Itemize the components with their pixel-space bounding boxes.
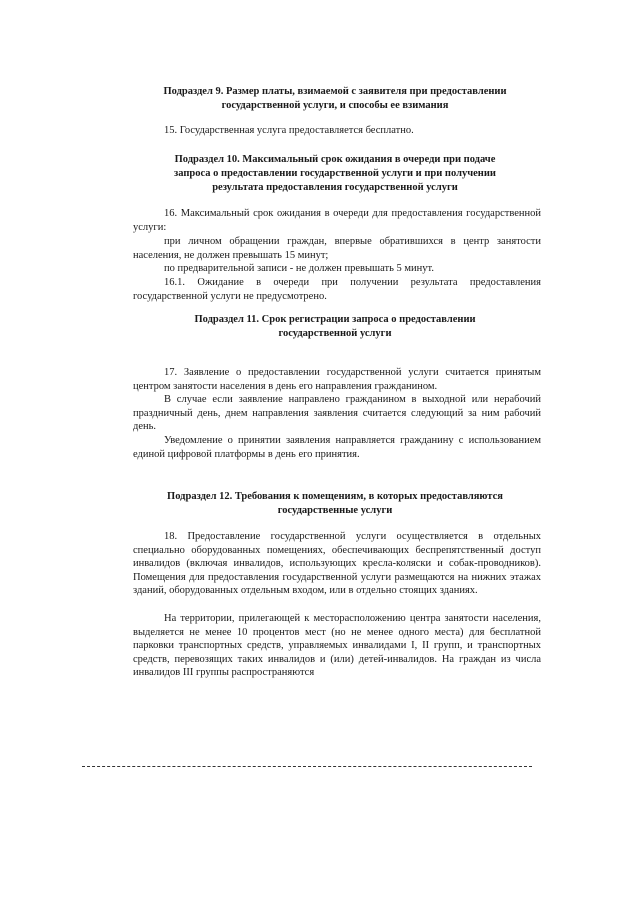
paragraph-18-b: На территории, прилегающей к месторасположению центра занятости населения, выделяется не менее 10 процентов мест (но не менее одного места) для бесплатной парковки транспортных средств, управляемых инвалидами I, II групп, и транспортных средств, перевозящих таких инвалидов и (или) детей-инвалидов. На граждан из числа инвалидов III группы распространяются [133, 613, 541, 679]
subsection-10-heading [125, 153, 545, 195]
heading-line: результата предоставления государственной услуги [212, 182, 458, 193]
paragraph-16-a: при личном обращении граждан, впервые обратившихся в центр занятости населения, не должен превышать 15 минут; [133, 236, 541, 261]
subsection-12-heading [125, 490, 545, 518]
paragraph-16-1: 16.1. Ожидание в очереди при получении результата предоставления государственной услуги не предусмотрено. [133, 277, 541, 302]
subsection-11-heading [125, 313, 545, 341]
heading-line: Подраздел 10. Максимальный срок ожидания в очереди при подаче [174, 154, 496, 165]
paragraph-17: 17. Заявление о предоставлении государственной услуги считается принятым центром занятости населения в день его направления гражданином. [133, 367, 541, 392]
footer-divider [82, 766, 532, 767]
paragraph-18: 18. Предоставление государственной услуги осуществляется в отдельных специально оборудованных помещениях, обеспечивающих беспрепятственный доступ инвалидов (включая инвалидов, использующих кресла-коляски и собак-проводников). Помещения для предоставления государственной услуги размещаются на нижних этажах зданий, оборудованных отдельным входом, или в отдельно стоящих зданиях. [133, 531, 541, 597]
heading-line: государственной услуги [278, 328, 392, 339]
paragraph-17-c: Уведомление о принятии заявления направляется гражданину с использованием единой цифровой платформы в день его принятия. [133, 435, 541, 460]
paragraph-16: 16. Максимальный срок ожидания в очереди для предоставления государственной услуги: [133, 208, 541, 233]
subsection-9-heading [125, 85, 545, 113]
heading-line: государственные услуги [277, 505, 393, 516]
heading-line: государственной услуги, и способы ее взимания [221, 100, 449, 111]
heading-line: Подраздел 12. Требования к помещениям, в которых предоставляются [167, 491, 503, 502]
heading-line: Подраздел 9. Размер платы, взимаемой с заявителя при предоставлении [163, 86, 507, 97]
heading-line: Подраздел 11. Срок регистрации запроса о предоставлении [194, 314, 476, 325]
paragraph-16-b: по предварительной записи - не должен превышать 5 минут. [164, 263, 434, 274]
heading-line: запроса о предоставлении государственной услуги и при получении [174, 168, 496, 179]
paragraph-15: 15. Государственная услуга предоставляется бесплатно. [164, 125, 414, 136]
paragraph-17-b: В случае если заявление направлено гражданином в выходной или нерабочий праздничный день, днем направления заявления считается следующий за ним рабочий день. [133, 394, 541, 433]
